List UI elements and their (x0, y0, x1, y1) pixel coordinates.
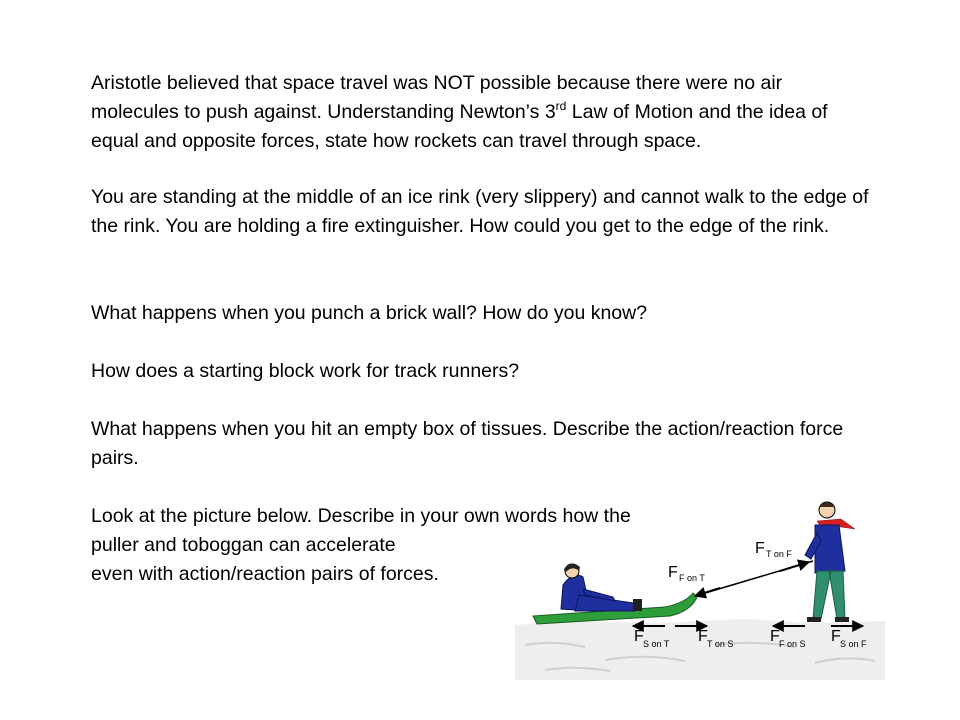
question-starting-block: How does a starting block work for track runners? (91, 360, 520, 382)
question-rockets-text-b: Law of Motion and the idea of equal and opposite forces, state how rockets can travel through space. (91, 101, 828, 152)
label-t-on-f-letter: F (755, 540, 765, 557)
question-toboggan-line-3: even with action/reaction pairs of forces. (91, 563, 439, 585)
question-ice-rink: You are standing at the middle of an ice rink (very slippery) and cannot walk to the edge of the rink. You are holding a fire extinguisher. How could you get to the edge of the rink. (91, 186, 869, 237)
label-t-on-f (755, 540, 792, 559)
label-s-on-t-subscript: S on T (643, 639, 670, 649)
label-t-on-s-letter: F (698, 628, 708, 645)
label-f-on-s-subscript: F on S (779, 639, 806, 649)
question-toboggan-line-2: puller and toboggan can accelerate (91, 534, 396, 556)
label-t-on-s-subscript: T on S (707, 639, 734, 649)
label-t-on-f-subscript: T on F (766, 549, 792, 559)
arrow-f-on-t (695, 588, 720, 596)
label-s-on-f-letter: F (831, 628, 841, 645)
label-f-on-s-letter: F (770, 628, 780, 645)
question-brick-wall: What happens when you punch a brick wall? How do you know? (91, 302, 648, 324)
question-rockets (91, 69, 871, 156)
label-s-on-f-subscript: S on F (840, 639, 867, 649)
arrow-t-on-f (780, 562, 809, 571)
label-f-on-t-letter: F (668, 564, 678, 581)
sitting-child (561, 563, 642, 611)
question-rockets-text-a: Aristotle believed that space travel was NOT possible because there were no air molecules to push against. Understanding Newton’s 3 (91, 72, 783, 123)
label-f-on-t-subscript: F on T (679, 573, 705, 583)
ordinal-superscript: rd (555, 98, 567, 113)
standing-puller (805, 502, 855, 622)
question-tissue-box: What happens when you hit an empty box of tissues. Describe the action/reaction force pairs. (91, 418, 844, 469)
label-f-on-t (668, 564, 705, 583)
label-s-on-t-letter: F (634, 628, 644, 645)
toboggan-force-diagram (515, 495, 885, 680)
question-toboggan-line-1: Look at the picture below. Describe in your own words how the (91, 505, 631, 527)
